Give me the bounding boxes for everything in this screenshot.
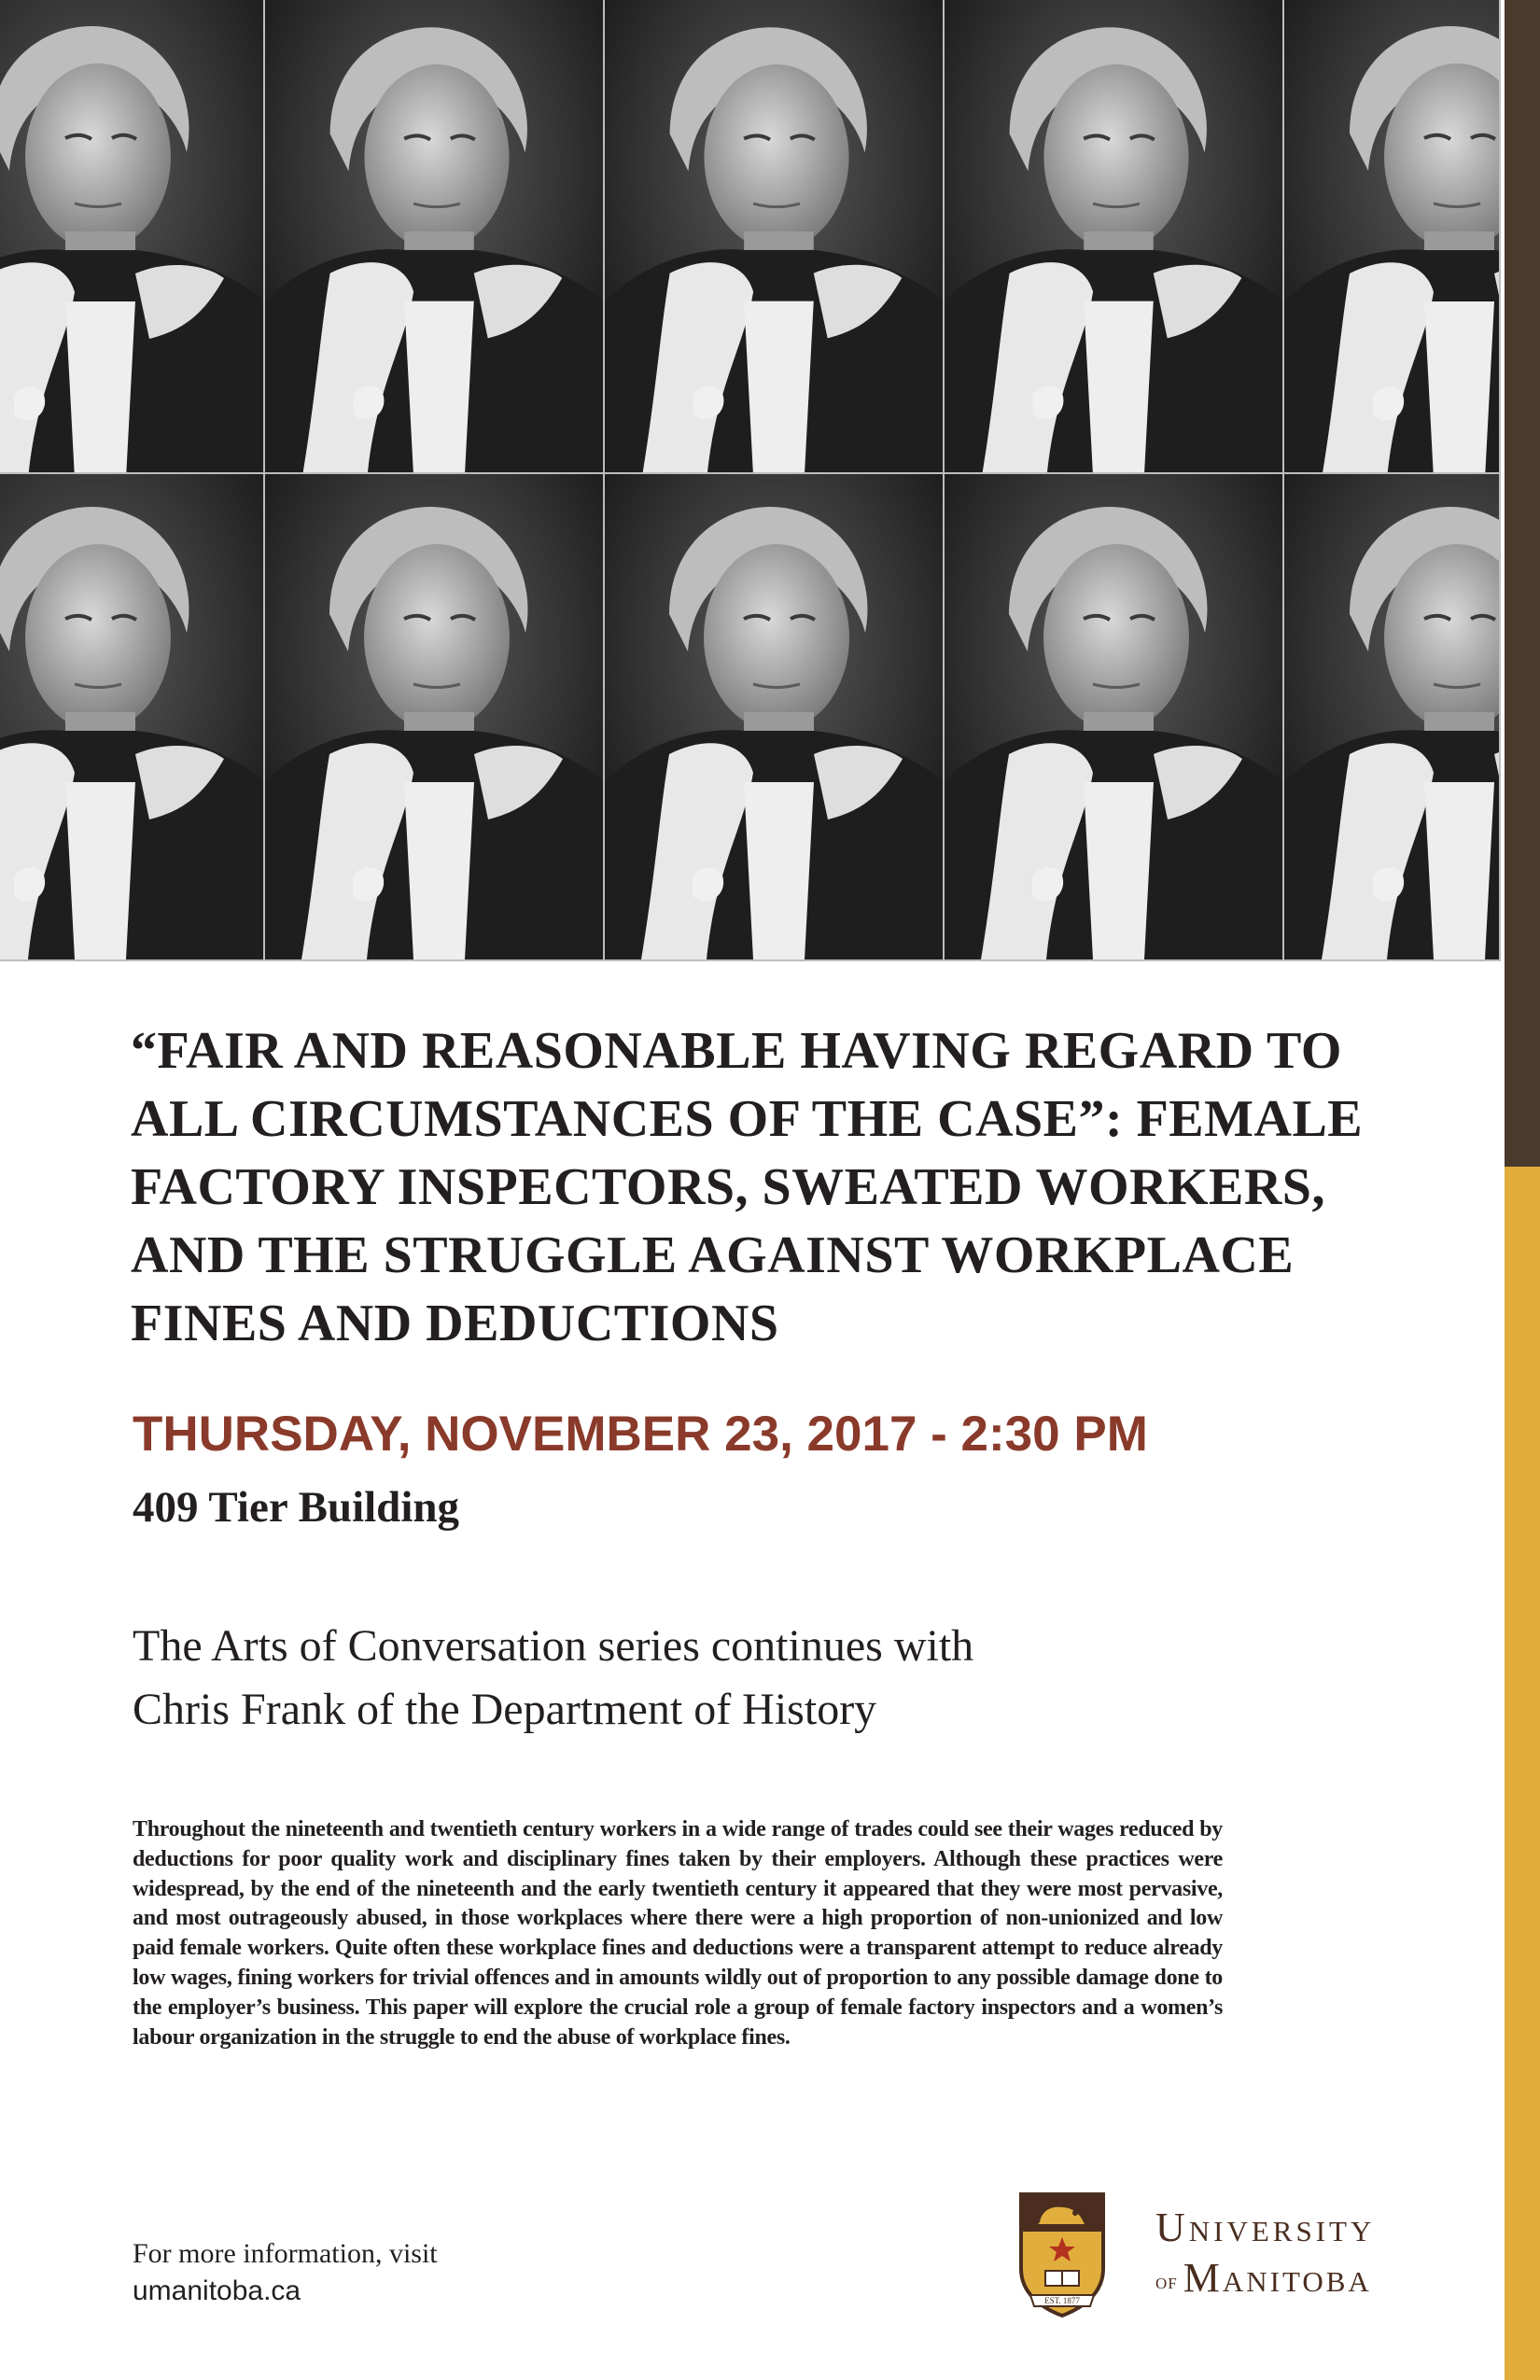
portrait-photo-grid	[0, 0, 1501, 961]
series-line-2: Chris Frank of the Department of History	[133, 1685, 877, 1734]
portrait-photo	[265, 0, 605, 474]
more-info-label: For more information, visit	[133, 2238, 438, 2269]
crest-text: EST. 1877	[1044, 2296, 1080, 2305]
event-date-time: THURSDAY, NOVEMBER 23, 2017 - 2:30 PM	[133, 1407, 1148, 1462]
portrait-photo	[605, 474, 945, 961]
logo-line-manitoba	[1155, 2255, 1375, 2305]
logo-line-university: University	[1155, 2205, 1376, 2250]
event-venue: 409 Tier Building	[133, 1483, 460, 1532]
university-crest-icon	[1017, 2189, 1107, 2319]
edge-stripe-gold	[1505, 1167, 1540, 2380]
series-line-1: The Arts of Conversation series continues with	[133, 1621, 974, 1671]
series-intro	[133, 1615, 1253, 1742]
logo-of: of	[1155, 2270, 1178, 2294]
portrait-photo	[605, 0, 945, 474]
portrait-photo	[1284, 0, 1501, 474]
portrait-photo	[945, 0, 1284, 474]
portrait-photo	[0, 474, 265, 961]
edge-stripe-gap	[1501, 0, 1505, 2380]
logo-manitoba-word: Manitoba	[1183, 2255, 1372, 2301]
portrait-photo	[0, 0, 265, 474]
more-info	[133, 2235, 438, 2310]
abstract-paragraph: Throughout the nineteenth and twentieth century workers in a wide range of trades could see their wages reduced by deductions for poor quality work and disciplinary fines taken by their employers. Although these practices were widespread, by the end of the nineteenth and the early twentieth century it appeared that they were most pervasive, and most outrageously abused, in those workplaces where there were a high proportion of non-unionized and low paid female workers. Quite often these workplace fines and deductions were a transparent attempt to reduce already low wages, fining workers for trivial offences and in amounts wildly out of proportion to any possible damage done to the employer’s business. This paper will explore the crucial role a group of female factory inspectors and a women’s labour organization in the struggle to end the abuse of workplace fines.	[133, 1817, 1223, 2050]
portrait-photo	[1284, 474, 1501, 961]
website-link[interactable]: umanitoba.ca	[133, 2275, 301, 2306]
portrait-photo	[945, 474, 1284, 961]
portrait-photo	[265, 474, 605, 961]
edge-stripe-brown	[1505, 0, 1540, 1167]
event-title: “FAIR AND REASONABLE HAVING REGARD TO ALL CIRCUMSTANCES OF THE CASE”: FEMALE FACTORY INSPECTORS, SWEATED WORKERS, AND THE STRUGGLE AGAINST WORKPLACE FINES AND DEDUCTIONS	[131, 1022, 1364, 1352]
university-logo-text	[1155, 2205, 1375, 2305]
